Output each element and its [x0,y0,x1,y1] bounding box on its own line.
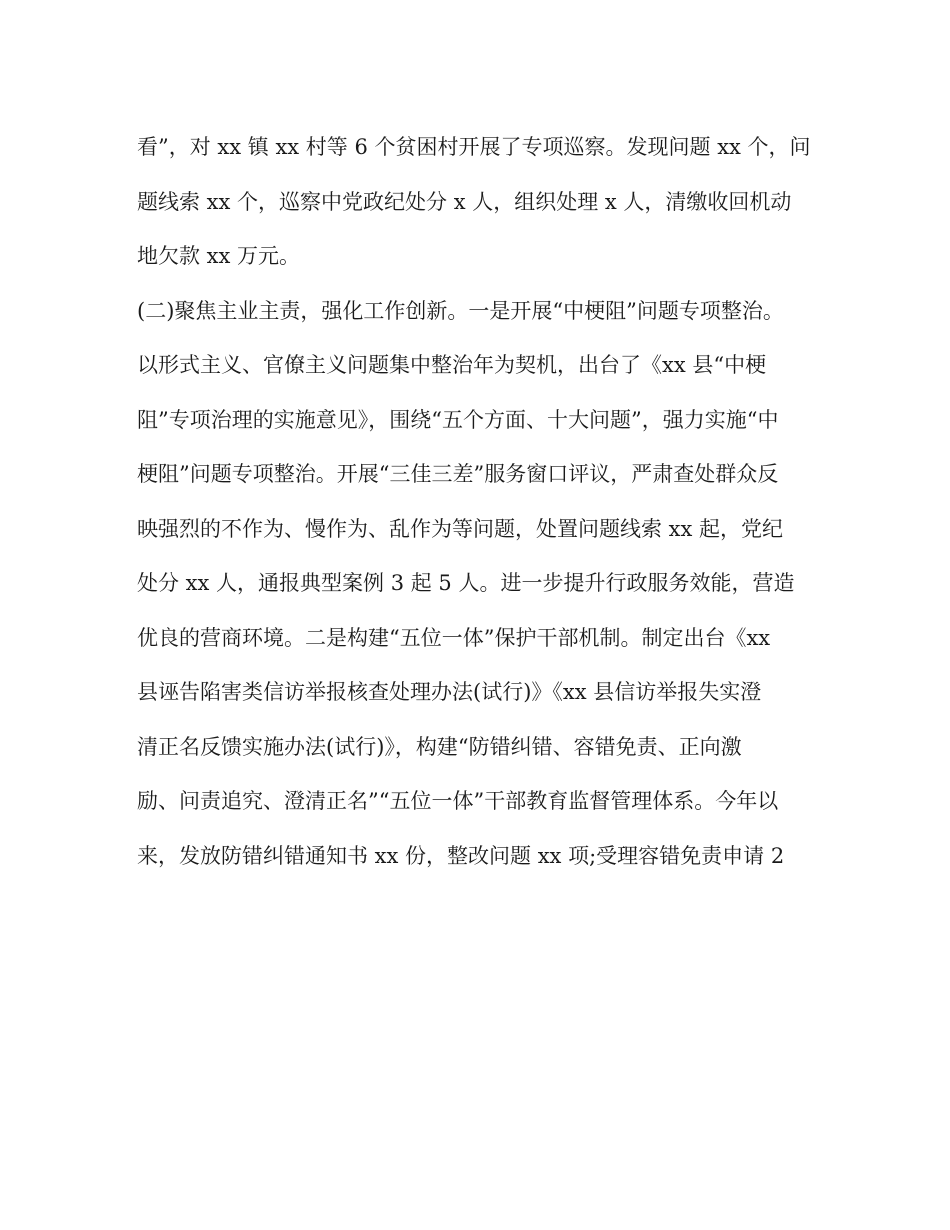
text-line: 题线索 xx 个，巡察中党政纪处分 x 人，组织处理 x 人，清缴收回机动 [137,189,792,214]
text-line: 以形式主义、官僚主义问题集中整治年为契机，出台了《xx 县“中梗 [137,353,767,377]
text-line: 看”，对 xx 镇 xx 村等 6 个贫困村开展了专项巡察。发现问题 xx 个，问 [137,135,811,159]
body-text [137,120,817,883]
text-line: 地欠款 xx 万元。 [137,244,301,268]
text-line: 县诬告陷害类信访举报核查处理办法(试行)》《xx 县信访举报失实澄 [137,680,762,704]
text-line: 优良的营商环境。二是构建“五位一体”保护干部机制。制定出台《xx [137,625,771,650]
text-line: 梗阻”问题专项整治。开展“三佳三差”服务窗口评议，严肃查处群众反 [137,462,779,486]
text-line: 励、问责追究、澄清正名”“五位一体”干部教育监督管理体系。今年以 [137,789,779,813]
text-line: 映强烈的不作为、慢作为、乱作为等问题，处置问题线索 xx 起，党纪 [137,516,784,541]
text-line: 阻”专项治理的实施意见》，围绕“五个方面、十大问题”，强力实施“中 [137,407,779,432]
text-line: (二)聚焦主业主责，强化工作创新。一是开展“中梗阻”问题专项整治。 [137,298,784,323]
text-line: 来，发放防错纠错通知书 xx 份，整改问题 xx 项;受理容错免责申请 2 [137,843,785,868]
text-line: 清正名反馈实施办法(试行)》，构建“防错纠错、容错免责、正向激 [137,734,742,759]
text-line: 处分 xx 人，通报典型案例 3 起 5 人。进一步提升行政服务效能，营造 [137,571,795,595]
